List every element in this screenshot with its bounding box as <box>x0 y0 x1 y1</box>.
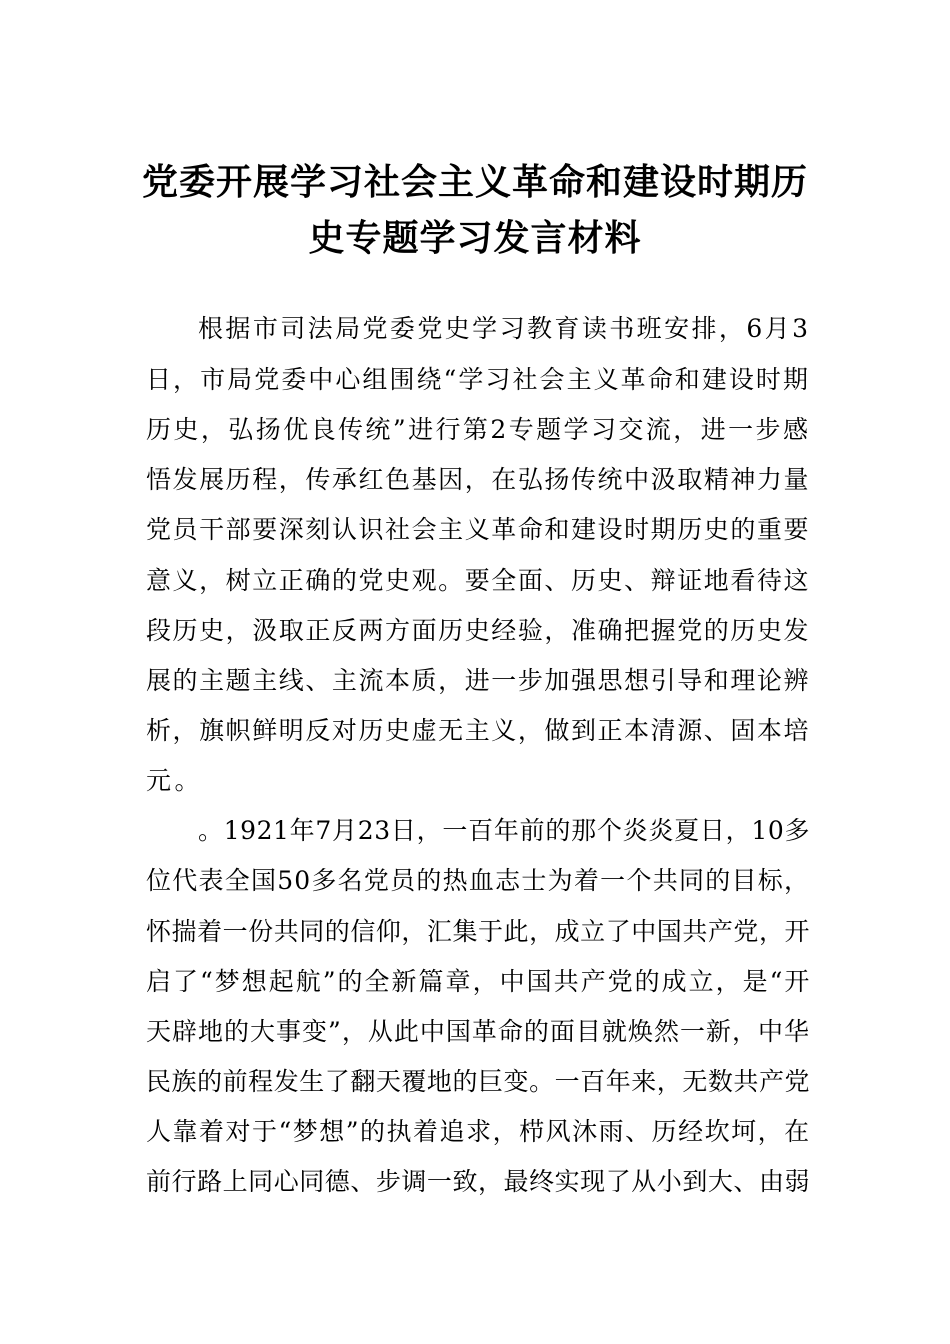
paragraph-1-line-6: 意义，树立正确的党史观。要全面、历史、辩证地看待这 <box>146 566 810 595</box>
paragraph-1-line-7: 段历史，汲取正反两方面历史经验，准确把握党的历史发 <box>146 616 810 645</box>
paragraph-2-line-2: 位代表全国50多名党员的热血志士为着一个共同的目标， <box>146 866 810 895</box>
paragraph-2-line-6: 民族的前程发生了翻天覆地的巨变。一百年来，无数共产党 <box>146 1067 810 1096</box>
paragraph-2-line-8: 前行路上同心同德、步调一致，最终实现了从小到大、由弱 <box>146 1167 810 1196</box>
paragraph-1-line-10: 元。 <box>146 766 204 795</box>
paragraph-2-line-1: 。1921年7月23日，一百年前的那个炎炎夏日，10多 <box>198 816 810 845</box>
document-title-line-1: 党委开展学习社会主义革命和建设时期历 <box>141 162 808 203</box>
document-title-line-2: 史专题学习发言材料 <box>308 218 642 259</box>
paragraph-1-line-8: 展的主题主线、主流本质，进一步加强思想引导和理论辨 <box>146 666 810 695</box>
paragraph-2-line-4: 启了“梦想起航”的全新篇章，中国共产党的成立，是“开 <box>146 967 812 996</box>
paragraph-1-line-1: 根据市司法局党委党史学习教育读书班安排，6月3 <box>198 314 810 343</box>
paragraph-1-line-5: 党员干部要深刻认识社会主义革命和建设时期历史的重要 <box>146 515 810 544</box>
paragraph-1-line-9: 析，旗帜鲜明反对历史虚无主义，做到正本清源、固本培 <box>146 716 810 745</box>
paragraph-1-line-3: 历史，弘扬优良传统”进行第2专题学习交流，进一步感 <box>146 415 810 444</box>
paragraph-1-line-4: 悟发展历程，传承红色基因，在弘扬传统中汲取精神力量 <box>146 465 810 494</box>
paragraph-2-line-7: 人靠着对于“梦想”的执着追求，栉风沐雨、历经坎坷，在 <box>146 1117 811 1146</box>
paragraph-1-line-2: 日，市局党委中心组围绕“学习社会主义革命和建设时期 <box>146 365 810 394</box>
paragraph-2-line-5: 天辟地的大事变”，从此中国革命的面目就焕然一新，中华 <box>146 1017 810 1046</box>
paragraph-2-line-3: 怀揣着一份共同的信仰，汇集于此，成立了中国共产党，开 <box>146 917 810 946</box>
